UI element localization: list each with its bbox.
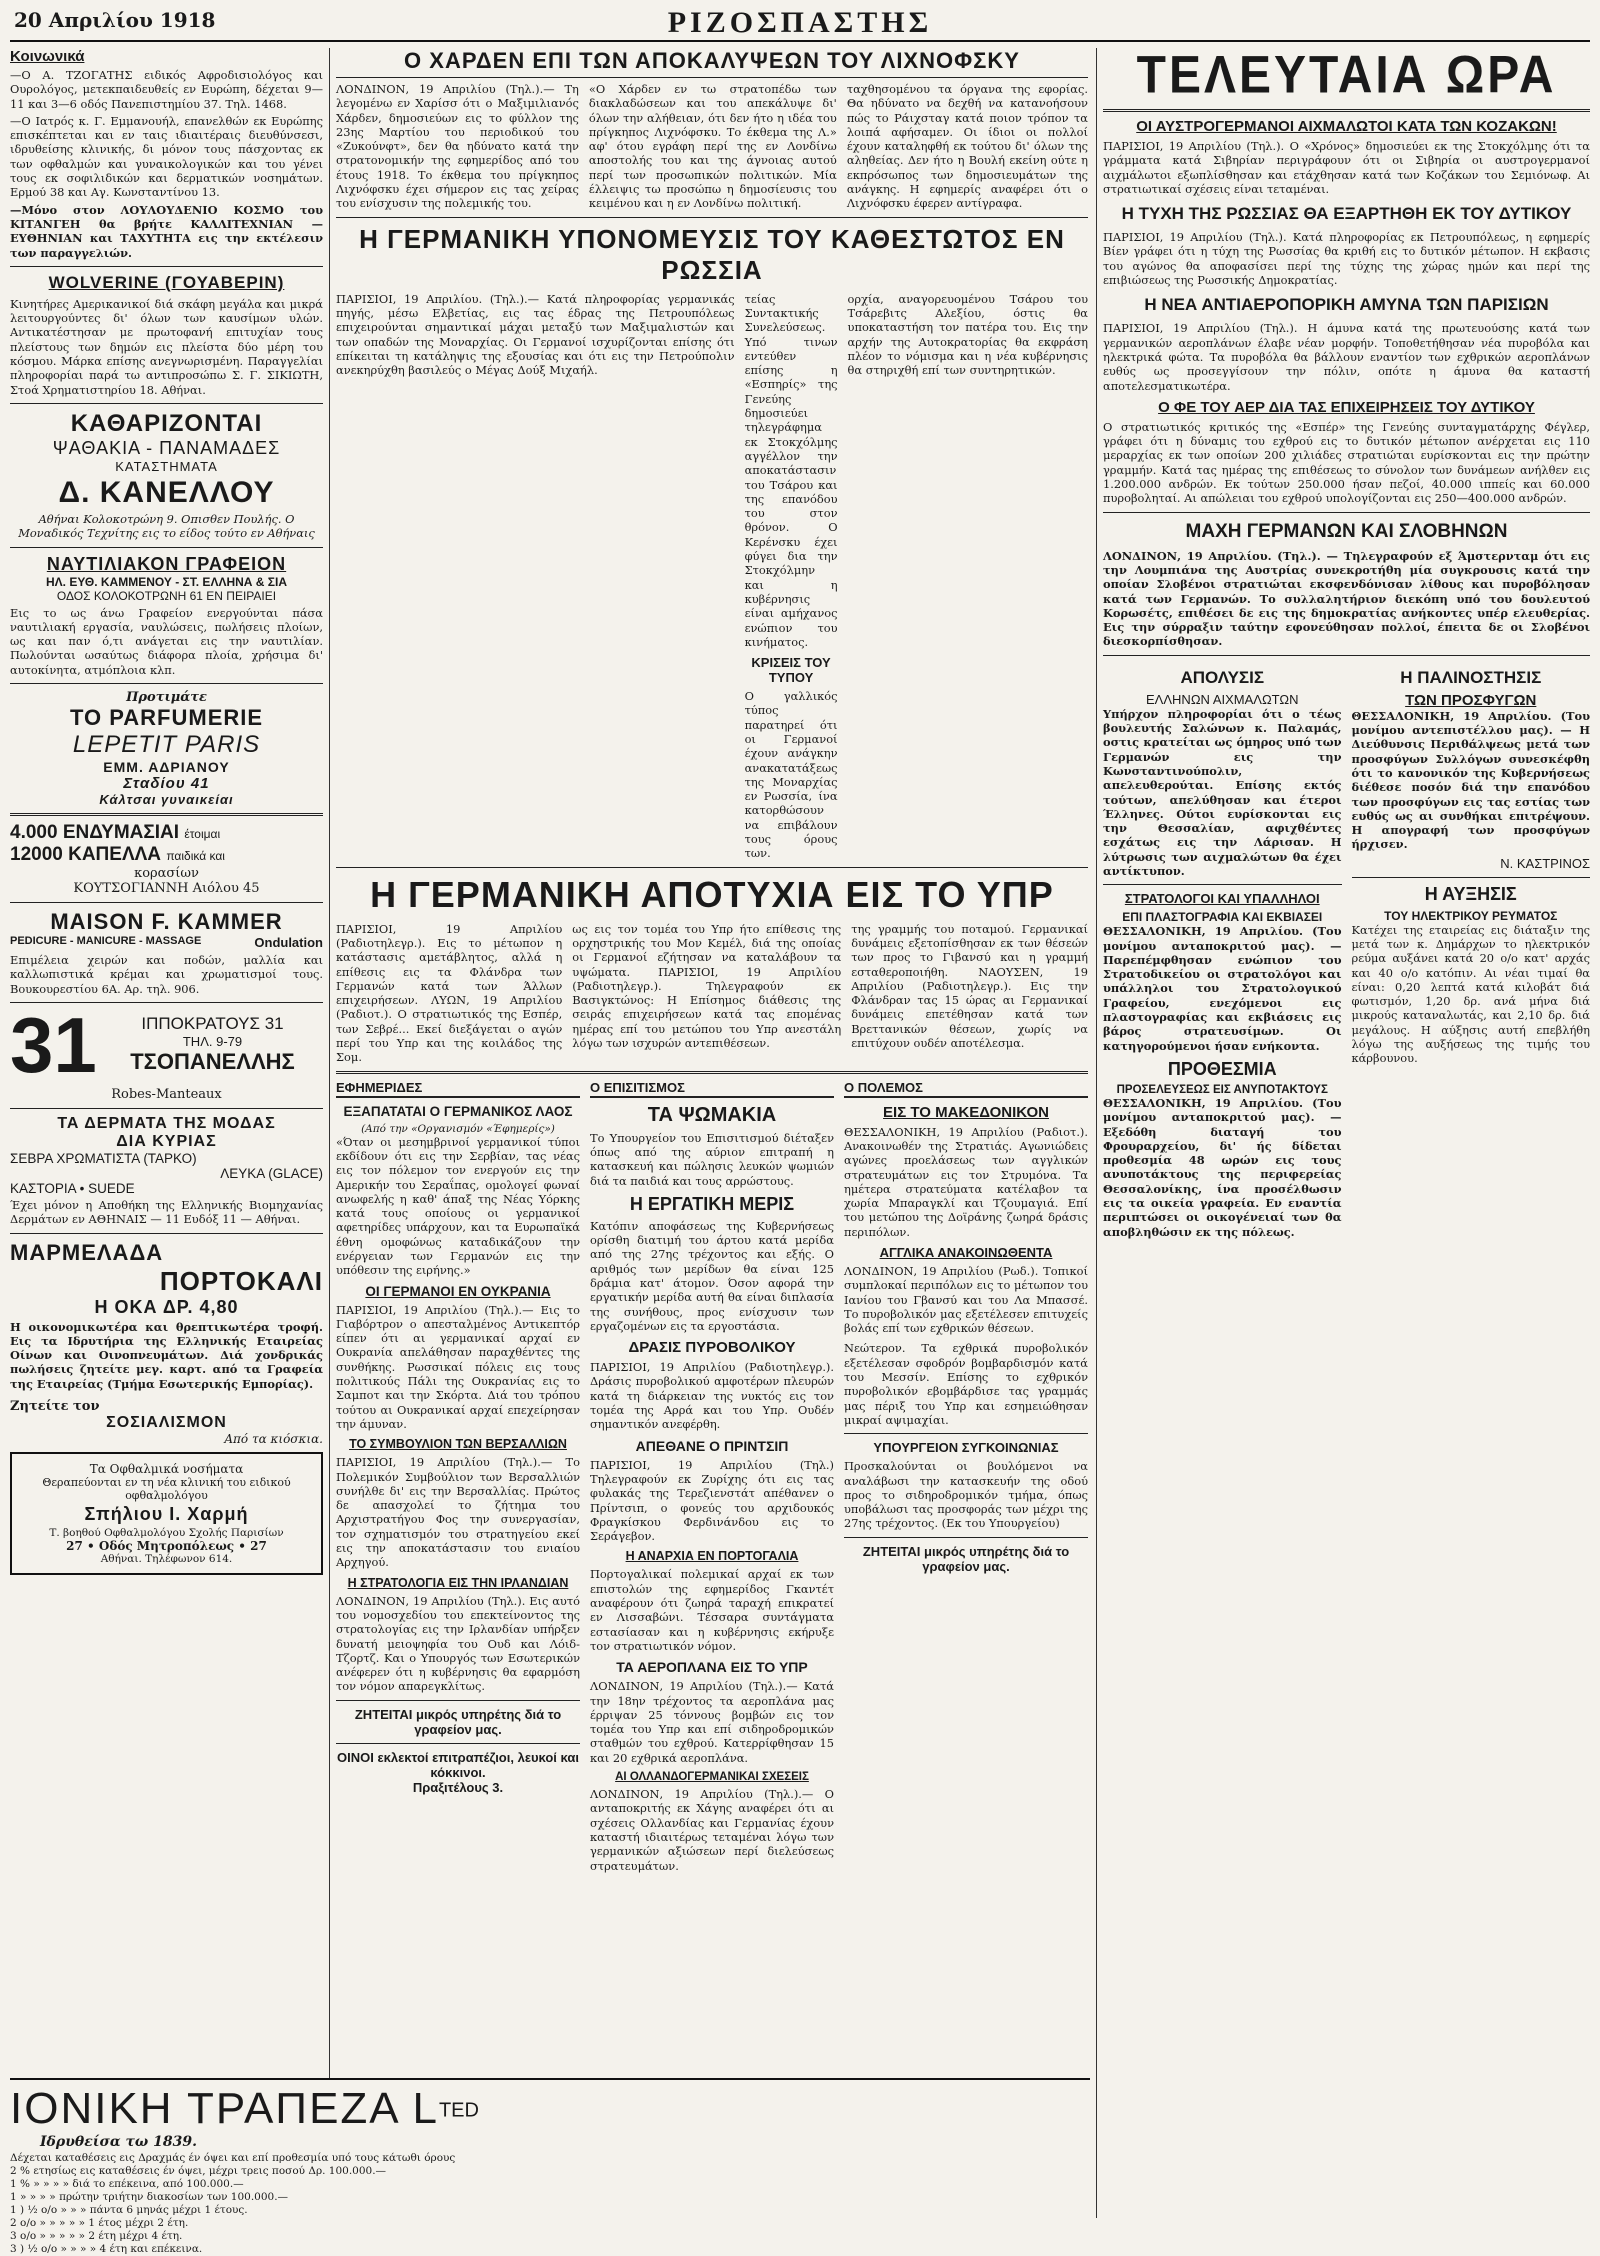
- leather-ad-text: Έχει μόνον η Αποθήκη της Ελληνικής Βιομηχανίας Δερμάτων εν ΑΘΗΝΑΙΣ — 11 Ευδόξ 11 — Αθήναι.: [10, 1197, 323, 1227]
- versailles-text: ΠΑΡΙΣΙΟΙ, 19 Απριλίου (Τηλ.).— Το Πολεμικόν Συμβούλιον των Βερσαλλιών συνήλθε δι' εις την Βερσαλλίας. Πρώτος δε απασχολεί το ζήτημα του Αρχιστρατήγου Φος την συνεργασίαν, τον σχηματισμόν του στρατηγείου εκεί εις την αποκατάστασιν του ενιαίου Αρχηγού.: [336, 1455, 580, 1570]
- leather-white: ΛΕΥΚΑ (GLACE): [220, 1165, 323, 1181]
- orange-title: ΠΟΡΤΟΚΑΛΙ: [159, 1265, 323, 1296]
- marmalade-text: Η οικονομικωτέρα και θρεπτικωτέρα τροφή. Εις τα Ιδρυτήρια της Ελληνικής Εταιρείας Οίνων και Οινοπνευμάτων. Διά χονδρικάς πωλήσεις ζητείτε μεγ. καρτ. από τα Γραφεία της Εταιρείας (Τμήμα Εσωτερικής Εμπορίας).: [10, 1319, 323, 1391]
- oph-line2: Θεραπεύονται εν τη νέα κλινική του ειδικού οφθαλμολόγου: [42, 1475, 291, 1502]
- bank-title-row: [10, 2084, 1090, 2134]
- supply-column: [590, 1080, 834, 1873]
- russia-headline: Η ΓΕΡΜΑΝΙΚΗ ΥΠΟΝΟΜΕΥΣΙΣ ΤΟΥ ΚΑΘΕΣΤΩΤΟΣ ΕΝ ΡΩΣΣΙΑ: [359, 223, 1065, 285]
- english-reports-text: ΛΟΝΔΙΝΟΝ, 19 Απριλίου (Ρωδ.). Τοπικοί συμπλοκαί περιπόλων εις το μέτωπον του Ιανίου του Γβανσύ και του Λα Μπασσέ. Το πυροβολικόν μας εξετέλεσεν επιτυχείς βολάς επί των εχθρικών θέσεων.: [844, 1264, 1088, 1336]
- social-section-label: Κοινωνικά: [10, 48, 85, 65]
- bank-name: ΙΟΝΙΚΗ ΤΡΑΠΕΖΑ L: [10, 2084, 439, 2133]
- kammer-name: MAISON F. KAMMER: [50, 909, 283, 935]
- macedonia-text: ΘΕΣΣΑΛΟΝΙΚΗ, 19 Απριλίου (Ραδιοτ.). Ανακοινωθέν της Στρατιάς. Αγωνιώδεις αγώνες προελάσεως των αγγλικών στρατευμάτων εις τον Στρυμόνα. Τα ημέτερα στρατεύματα κατέλαβον τα χωρία Μπαραγκλί και Τζουμαγιά. Επί του μετώπου της Δοϊράνης ζωηρά δράσις περιπόλων.: [844, 1124, 1088, 1239]
- deadline-text: ΘΕΣΣΑΛΟΝΙΚΗ, 19 Απριλίου. (Του μονίμου ανταποκριτού μας). — Εξεδόθη διαταγή του Φρουραρχείου, δι' ής δίδεται προθεσμία 48 ωρών εις τους ανυποτάκτους της περιφερείας Θεσσαλονίκης, ίνα προσέλθωσιν εις τα οικεία γραφεία. Εν εναντία περιπτώσει οι οικογένειαί των θα αποβληθώσιν εκ της πόλεως.: [1103, 1095, 1342, 1239]
- bank-rate-line: Δέχεται καταθέσεις εις Δραχμάς έν όψει και επί προθεσμία υπό τους κάτωθι όρους: [10, 2152, 456, 2164]
- bank-rate-line: 2 % ετησίως εις καταθέσεις έν όψει, μέχρι τρεις ποσού Δρ. 100.000.—: [10, 2165, 387, 2177]
- masthead: [10, 6, 1590, 42]
- prisoners-text: ΠΑΡΙΣΙΟΙ, 19 Απριλίου (Τηλ.). Ο «Χρόνος» δημοσιεύει εκ της Στοκχόλμης ότι τα γράμματα κατά Σιβηρίαν περιγράφουν ότι οι Σιβηρία οι αυστρογερμανοί αιχμάλωτοι εξωπλίσθησαν και ετάχθησαν κατά των Κοζάκων του Σεμιόνωφ. Αι στρατιωτικαί σχέσεις είναι τεταμέναι.: [1103, 139, 1590, 196]
- wolverine-ad-title: WOLVERINE (ΓΟΥΑΒΕΡΙΝ): [48, 272, 285, 292]
- ypres-headline: Η ΓΕΡΜΑΝΙΚΗ ΑΠΟΤΥΧΙΑ ΕΙΣ ΤΟ ΥΠΡ: [370, 873, 1054, 915]
- oph-doctor: Σπήλιου Ι. Χαρμή: [84, 1503, 249, 1524]
- deceived-people-text: «Όταν οι μεσημβρινοί γερμανικοί τύποι εκδίδουν ότι εις την Σερβίαν, τας νέας εις τον πόλεμον τον ενεργούν εις την Αμερικήν του Σεραΐπας, ομολογεί φωναί ανωφελής η καθ' άπαξ της Νέας Υόρκης κατά τους οποίους οι γερμανικοί αφετηρίδες υπάρχουν, και τα Ευρωπαϊκά έθνη ομοφώνως καταδικάζουν την ενέργειαν των Γερμανών εις την υπόθεσιν της ειρήνης.»: [336, 1134, 580, 1278]
- slovenes-headline: ΜΑΧΗ ΓΕΡΜΑΝΩΝ ΚΑΙ ΣΛΟΒΗΝΩΝ: [1185, 520, 1508, 542]
- russia-col1: ΠΑΡΙΣΙΟΙ, 19 Απριλίου. (Τηλ.).— Κατά πληροφορίας γερμανικάς πηγής, μέσω Ελβετίας, εις τας έδρας της Πετρουπόλεως επιχειρούνται σημαντικαί μάχαι μεταξύ των Μαξιμαλιστών και των οπαδών της Μοναρχίας. Οι Γερμανοί ισχυρίζονται επίσης ότι επίκειται τη κατάληψις της εξουσίας και ότι εις την Πετρούπολιν ανεκηρύχθη βασιλεύς ο Μέγας Δούξ Μιχαήλ.: [336, 291, 735, 378]
- recruiters-headline: ΣΤΡΑΤΟΛΟΓΟΙ ΚΑΙ ΥΠΑΛΛΗΛΟΙ: [1124, 891, 1320, 907]
- notice-doctor-emmanouil: —Ο Ιατρός κ. Γ. Εμμανουήλ, επανελθών εκ Ευρώπης επισκέπτεται και εν ταις ιδιαιτέραις διευθύνσεσι, ιδρυθείσης κλινικής, δι μόνον τους πάσχοντας εκ των οφθαλμών και γυναικολογικών και του γένει τους εκ σοφιλιδικών και δερματικών νοσημάτων. Ερμού 38 και Αγ. Κωνσταντίνου 13.: [10, 113, 323, 200]
- ypres-col3: της γραμμής του ποταμού. Γερμανικαί δυνάμεις εξετοπίσθησαν εκ των θέσεών των προς το Γιβανσύ και η γραμμή εσταθεροποιήθη. ΝΑΟΥΣΕΝ, 19 Απριλίου (Ραδιοτηλεγρ.). Εις την Φλάνδραν τας 15 ώρας αι Γερμανικαί δυνάμεις επετέθησαν κατά των Βρεττανικών θέσεων, χωρίς να επιτύχουν ουδέν αποτέλεσμα.: [851, 921, 1088, 1051]
- tsopanellis-number: 31: [10, 1000, 97, 1089]
- latest-report-text: Νεώτερον. Τα εχθρικά πυροβολικόν εξετέλεσαν σφοδρόν βομβαρδισμόν κατά του Μεσσίν. Επίσης το εχθρικόν πυροβολικόν εβομβάρδισε τας γραμμάς μας πέριξ του Υπρ και εσημειώθησαν μικραί αψιμαχίαι.: [844, 1341, 1088, 1427]
- kammer-ondulation: Ondulation: [254, 935, 323, 951]
- right-two-col-section: [1103, 662, 1590, 1239]
- portugal-text: Πορτογαλικαί πολεμικαί αρχαί εκ των επιστολών της εφημερίδος Γκαντέτ αναφέρουν ότι ζωηρά ταραχή επικρατεί εν Λισσαβώνι. Τέσσαρα συντάγματα εστασίασαν και η κυβέρνησις εκήρυξε τον στρατιωτικόν νόμον.: [590, 1567, 834, 1653]
- right-subcol-left: [1103, 662, 1342, 1239]
- right-column: [1096, 48, 1590, 2218]
- perfumery-line1: ΤΟ PARFUMERIE: [69, 705, 264, 731]
- clothing-ad-count1: 4.000 ΕΝΔΥΜΑΣΙΑΙ: [10, 822, 180, 844]
- bank-rate-line: 3 ο/ο » » » » » 2 έτη μέχρι 4 έτη.: [10, 2230, 183, 2242]
- ypres-col1: ΠΑΡΙΣΙΟΙ, 19 Απριλίου (Ραδιοτηλεγρ.). Εις το μέτωπον η κατάστασις αμετάβλητος, αλλά η επίθεσις εις τα Φλάνδρα των Γερμανών κατά των Άλλων επιχειρήσεων. ΛΥΩΝ, 19 Απριλίου (Ραδιοτ.). Ο στρατιωτικός της Εσπέρ, των Σεβρέ... Εκεί διεξάγεται ο αγών περί του Υπρ και της κοιλάδος της Σομ.: [336, 921, 563, 1065]
- war-column: [844, 1080, 1088, 1873]
- supply-label: Ο ΕΠΙΣΙΤΙΣΜΟΣ: [590, 1080, 834, 1098]
- clothing-ad-count2: 12000 ΚΑΠΕΛΛΑ: [10, 844, 162, 866]
- oph-line1: Τα Οφθαλμικά νοσήματα: [89, 1461, 244, 1476]
- russia-fate-text: ΠΑΡΙΣΙΟΙ, 19 Απριλίου (Τηλ.). Κατά πληροφορίας εκ Πετρουπόλεως, η εφημερίς Βίεν γράφει ότι η τύχη της Ρωσσίας θα κριθή εις το δυτικόν μέτωπον. Η εκβασις του αγώνος θα αποφασίσει περί της τύχης της χώρας ημών και περί της επιβιώσεως της Ρωσσικής Δημοκρατίας.: [1103, 230, 1590, 288]
- newspapers-column: [336, 1080, 580, 1873]
- oph-title: Τ. βοηθού Οφθαλμολόγου Σχολής Παρισίων: [49, 1526, 284, 1539]
- bread-heading: ΤΑ ΨΩΜΑΚΙΑ: [647, 1103, 777, 1126]
- perfumery-owner: ΕΜΜ. ΑΔΡΙΑΝΟΥ: [103, 759, 230, 776]
- issue-date: 20 Απριλίου 1918: [14, 8, 216, 32]
- shipping-office-title: ΝΑΥΤΙΛΙΑΚΟΝ ΓΡΑΦΕΙΟΝ: [46, 553, 287, 574]
- bank-name-suffix: TED: [438, 2099, 479, 2122]
- cleaning-ad-subtitle: ΨΑΘΑΚΙΑ - ΠΑΝΑΜΑΔΕΣ: [52, 437, 281, 458]
- ionian-bank-ad: [10, 2078, 1090, 2256]
- bank-rate-line: 1 % » » » » διά το επέκεινα, από 100.000.—: [10, 2178, 244, 2190]
- bank-rate-line: 3 ) ½ ο/ο » » » » 4 έτη και επέκεινα.: [10, 2243, 203, 2255]
- airplanes-heading: ΤΑ ΑΕΡΟΠΛΑΝΑ ΕΙΣ ΤΟ ΥΠΡ: [616, 1659, 808, 1676]
- ministry-text: Προσκαλούνται οι βουλόμενοι να αναλάβωσι την κατασκευήν της οδού προς το σιδηροδρομικόν τμήμα, όπως υποβάλωσι τας προσφοράς των μέχρι της 27ης τρέχοντος. (Εκ του Υπουργείου): [844, 1459, 1088, 1531]
- perfumery-address: Σταδίου 41: [123, 775, 210, 793]
- clothing-ad-store: ΚΟΥΤΣΟΓΙΑΝΝΗ Αιόλου 45: [73, 881, 260, 897]
- kanellou-address: Αθήναι Κολοκοτρώνη 9. Οπισθεν Πουλής. Ο Μοναδικός Τεχνίτης εις το είδος τούτο εν Αθήναις: [18, 511, 315, 541]
- ypres-col2: ως εις τον τομέα του Υπρ ήτο επίθεσις της ορχηστρικής του Μον Κεμέλ, διά της οποίας οι Γερμανοί εζήτησαν να καταλάβουν τα υψώματα. ΠΑΡΙΣΙΟΙ, 19 Απριλίου (Ραδιοτηλεγρ.). Τηλεγραφούν εκ Βασιγκτώνος: Η Επίσημος διάθεσις της σειράς επιχειρήσεων κατά τας επομένας ημέρας επί του μετώπου του Υπρ ανεστάλη λόγω των ισχυρών αντεπιθέσεων.: [572, 921, 842, 1051]
- ypres-article: [336, 922, 1088, 1065]
- deadline-headline: ΠΡΟΘΕΣΜΙΑ: [1167, 1058, 1277, 1079]
- socialism-title: ΣΟΣΙΑΛΙΣΜΟΝ: [106, 1413, 227, 1431]
- tsopanellis-phone: ΤΗΛ. 9-79: [182, 1034, 243, 1050]
- paris-defense-text: ΠΑΡΙΣΙΟΙ, 19 Απριλίου (Τηλ.). Η άμυνα κατά της πρωτευούσης κατά των γερμανικών αεροπλάνων έλαβε νέαν μορφήν. Τοποθετήθησαν νέα πυροβόλα και ηλεκτρικά φώτα. Τα πυροβόλα θα βάλλουν εναντίον των εχθρικών αεροπλάνων ευθύς ως προσεγγίσουν την πόλιν, οπότε η άμυνα θα καταστή αποτελεσματικωτέρα.: [1103, 321, 1590, 393]
- kammer-services: [10, 935, 323, 950]
- clothing-ad-line2: [10, 844, 323, 866]
- kammer-text: Επιμέλεια χειρών και ποδών, μαλλία και καλλωπιστικά κρέμαι και χρωματισμοί τους. Βουκουρεστίου 6Α. Αρ. τηλ. 906.: [10, 953, 323, 996]
- repatriation-signature: Ν. ΚΑΣΤΡΙΝΟΣ: [1500, 855, 1590, 871]
- harden-headline: Ο ΧΑΡΔΕΝ ΕΠΙ ΤΩΝ ΑΠΟΚΑΛΥΨΕΩΝ ΤΟΥ ΛΙΧΝΟΦΣΚΥ: [336, 48, 1088, 78]
- kanellou-name: Δ. ΚΑΝΕΛΛΟΥ: [58, 475, 275, 509]
- western-ops-text: Ο στρατιωτικός κριτικός της «Εσπέρ» της Γενεύης συνταγματάρχης Φέγλερ, γράφει ότι η δύναμις του εχθρού εις το δυτικόν μέτωπον ανέρχεται εις 110 μεραρχίας εκ των οποίων 200 χιλιάδες στρατιώται ευρίσκονται εις την πρώτην γραμμήν. Κατά τας ημέρας της επιθέσεως το σύνολον των δυνάμεων ανήλθεν εις 1.200.000 ανδρών. Εκ τούτων 250.000 ήσαν πεζοί, 40.000 ιππείς και 60.000 πυροβοληταί. Αι απώλειαι του εχθρού υπολογίζονται εις 250—400.000 ανδρών.: [1103, 419, 1590, 506]
- ophthalmology-ad: [10, 1452, 323, 1575]
- oph-address: 27 • Οδός Μητροπόλεως • 27: [66, 1538, 267, 1553]
- bank-rate-line: 1 » » » » πρώτην τριήτην διακοσίων των 100.000.—: [10, 2191, 289, 2203]
- deceived-people-source: (Από την «Οργανισμόν «Έφημερίς»): [361, 1122, 555, 1135]
- socialism-kiosk: Από τα κιόσκια.: [224, 1431, 323, 1446]
- princip-heading: ΑΠΕΘΑΝΕ Ο ΠΡΙΝΤΣΙΠ: [635, 1437, 789, 1454]
- cleaning-ad-title: ΚΑΘΑΡΙΖΟΝΤΑΙ: [70, 409, 263, 437]
- shipping-office-address: ΟΔΟΣ ΚΟΛΟΚΟΤΡΩΝΗ 61 ΕΝ ΠΕΙΡΑΙΕΙ: [56, 588, 277, 603]
- shipping-office-owners: ΗΛ. ΕΥΘ. ΚΑΜΜΕΝΟΥ - ΣΤ. ΕΛΛΗΝΑ & ΣΙΑ: [46, 574, 287, 589]
- bank-founded: Ιδρυθείσα τω 1839.: [40, 2134, 197, 2150]
- recruiters-subheadline: ΕΠΙ ΠΛΑΣΤΟΓΡΑΦΙΑ ΚΑΙ ΕΚΒΙΑΣΕΙ: [1122, 910, 1323, 925]
- notice-flower-shop: —Μόνο στον ΛΟΥΛΟΥΔΕΝΙΟ ΚΟΣΜΟ του ΚΙΤΑΝΓΕΗ θα βρήτε ΚΑΛΛΙΤΕΧΝΙΑΝ — ΕΥΘΗΝΙΑΝ και ΤΑΧΥΤΗΤΑ εις την εκτέλεσιν των παραγγελιών.: [10, 202, 323, 260]
- slovenes-text: ΛΟΝΔΙΝΟΝ, 19 Απριλίου. (Τηλ.). — Τηλεγραφούν εξ Άμστερνταμ ότι εις την Λουμπιάνα της Αυστρίας συνεκροτήθη μία συγκρουσις κατά την οποίαν Σλοβένοι στρατιώται εκσφενδόνισαν λίθους και πυροβόλησαν κατά των Γερμανών. Το συλλαλητήριον διεκόπη υπό του δουλευτού Κορωσέτς, επιθέσει δε εις της δημοκρατίας ανήκοντες υπέρ ελευθερίας. Εις την σύρραξιν ταύτην εφονεύθησαν πολλοί, έπειτα δε οι Σλοβένοι διεσκορπίσθησαν.: [1103, 548, 1590, 649]
- prefer-label: Προτιμάτε: [126, 690, 207, 706]
- airplanes-text: ΛΟΝΔΙΝΟΝ, 19 Απριλίου (Τηλ.).— Κατά την 18ην τρέχοντος τα αεροπλάνα μας έρριψαν 25 τόννους βομβών εις τον τομέα του Υπρ και επί σιδηροδρομικών σταθμών του εχθρού. Κατερρίφθησαν 15 και 20 εχθρικά αεροπλάνα.: [590, 1679, 834, 1765]
- deadline-subheadline: ΠΡΟΣΕΛΕΥΣΕΩΣ ΕΙΣ ΑΝΥΠΟΤΑΚΤΟΥΣ: [1116, 1083, 1328, 1096]
- leather-sevra: ΣΕΒΡΑ ΧΡΩΜΑΤΙΣΤΑ (ΤΑΡΚΟ): [10, 1150, 197, 1166]
- bank-rate-line: 1 ) ½ ο/ο » » » πάντα 6 μηνάς μέχρι 1 έτους.: [10, 2204, 248, 2216]
- shipping-office-text: Εις το ως άνω Γραφείον ενεργούνται πάσα ναυτιλιακή εργασία, ναυλώσεις, πωλήσεις πλοίων, ως και παν ό,τι ανάγεται εις την ναυτιλίαν. Πωλούνται ωσαύτως διάφορα πλοία, χρήσιμα δι' αυτοκίνητα, ατμόπλοια κλπ.: [10, 605, 323, 677]
- prisoners-headline: ΟΙ ΑΥΣΤΡΟΓΕΡΜΑΝΟΙ ΑΙΧΜΑΛΩΤΟΙ ΚΑΤΑ ΤΩΝ ΚΟΖΑΚΩΝ!: [1136, 118, 1557, 135]
- ireland-text: ΛΟΝΔΙΝΟΝ, 19 Απριλίου (Τηλ.). Εις αυτό του νομοσχεδίου του επεκτείνοντος της στρατολογίας εις την Ιρλανδίαν υπήρξεν δυνατή μειοψηφία του Ουδ και Λόιδ-Τζορτζ. Και ο Υπουργός των Εσωτερικών ανέφερεν ότι η κυβέρνησις θα εφαρμόση τον νόμον απαρεγκλίτως.: [336, 1593, 580, 1694]
- robes-manteaux: Robes-Manteaux: [111, 1086, 222, 1102]
- russia-col2: τείας Συντακτικής Συνελεύσεως. Υπό τινων εντεύθεν επίσης η «Εσπηρίς» της Γενεύης δημοσιεύει τηλεγράφημα εκ Στοκχόλμης αγγέλλον την αποκατάστασιν του Τσάρου και της επανόδου του στον θρόνον. Ο Κερένσκυ έχει φύγει δια την Στοκχόλμην και η κυβέρνησις είναι αμήχανος ενώπιον του κινήματος.: [744, 291, 838, 649]
- newspapers-label: ΕΦΗΜΕΡΙΔΕΣ: [336, 1080, 580, 1098]
- servant-wanted: ΖΗΤΕΙΤΑΙ μικρός υπηρέτης διά το γραφείον μας.: [354, 1706, 562, 1737]
- tsopanellis-ad: [10, 1000, 323, 1089]
- middle-column: [336, 48, 1088, 2218]
- perfumery-product: Κάλτσαι γυναικείαι: [99, 792, 234, 808]
- artillery-heading: ΔΡΑΣΙΣ ΠΥΡΟΒΟΛΙΚΟΥ: [628, 1339, 796, 1357]
- english-reports-heading: ΑΓΓΛΙΚΑ ΑΝΑΚΟΙΝΩΘΕΝΤΑ: [879, 1245, 1053, 1260]
- wines-ad: ΟΙΝΟΙ εκλεκτοί επιτραπέζιοι, λευκοί και κόκκινοι.: [337, 1749, 579, 1780]
- ministry-heading: ΥΠΟΥΡΓΕΙΟΝ ΣΥΓΚΟΙΝΩΝΙΑΣ: [873, 1440, 1059, 1456]
- harden-col3: ταχθησομένου τα όργανα της εφορίας. Θα ηδύνατο να δεχθή να κατανοήσουν πώς το Ράιχσταγ κατά ποιον τρόπον τα λοιπά αφήσαμεν. Οι ίδιοι οι πολλοί έχουν καταληφθή εκ τούτου δι' όλων της αληθείας. Δεν ήτο η Βουλή εκείνη ούτε η εκπρόσωπος των δημοσιευμάτων της ανάγκης. Η εφημερίς αναφέρει ότι ο Λιχνόφσκυ έφερεν αντίγραφα.: [846, 82, 1088, 211]
- recruiters-text: ΘΕΣΣΑΛΟΝΙΚΗ, 19 Απριλίου. (Του μονίμου ανταποκριτού μας). — Παρεπέμφθησαν ενώπιον του Στρατοδικείου οι στρατολόγοι και υπάλληλοι του Στρατολογικού Γραφείου, ενεχόμενοι εις πλαστογραφίας και εκβιάσεις εις βάρος στρατευσίμων. Οι κατηγορούμενοι ήσαν ενήκοντα.: [1103, 924, 1342, 1053]
- dutch-german-heading: ΑΙ ΟΛΛΑΝΔΟΓΕΡΜΑΝΙΚΑΙ ΣΧΕΣΕΙΣ: [615, 1771, 809, 1784]
- servant-wanted-2: ΖΗΤΕΙΤΑΙ μικρός υπηρέτης διά το γραφείον μας.: [862, 1543, 1070, 1574]
- artillery-text: ΠΑΡΙΣΙΟΙ, 19 Απριλίου (Ραδιοτηλεγρ.). Δράσις πυροβολικού αμφοτέρων πλευρών κατά τη διάρκειαν της νυκτός εις τον τομέα της Αρρά και του Υπρ. Ουδέν σημαντικόν ανεφέρθη.: [590, 1360, 834, 1432]
- repatriation-headline: Η ΠΑΛΙΝΟΣΤΗΣΙΣ: [1400, 667, 1542, 687]
- socialism-ad: [10, 1395, 323, 1446]
- workers-ration-heading: Η ΕΡΓΑΤΙΚΗ ΜΕΡΙΣ: [629, 1193, 795, 1214]
- release-subheadline: ΕΛΛΗΝΩΝ ΑΙΧΜΑΛΩΤΩΝ: [1146, 691, 1299, 707]
- clothing-ad-kids: παιδικά και: [166, 849, 225, 864]
- tsopanellis-street: ΙΠΠΟΚΡΑΤΟΥΣ 31: [141, 1014, 284, 1034]
- release-headline: ΑΠΟΛΥΣΙΣ: [1180, 667, 1265, 687]
- clothing-ad-line1: [10, 822, 323, 844]
- russia-col3: ορχία, αναγορευομένου Τσάρου του Τσάρεβιτς Αλεξίου, όστις θα υποκαταστήση τον πατέρα του. Εις την αρχήν της Αυτοκρατορίας θα εκφράση πλέον το νόμισμα και η νέα κυβέρνησις θα στηριχθή επί των συντηρητικών.: [847, 291, 1088, 378]
- newspaper-title: ΡΙΖΟΣΠΑΣΤΗΣ: [667, 6, 933, 39]
- harden-article: [336, 82, 1088, 211]
- russia-fate-headline: Η ΤΥΧΗ ΤΗΣ ΡΩΣΣΙΑΣ ΘΑ ΕΞΑΡΤΗΘΗ ΕΚ ΤΟΥ ΔΥΤΙΚΟΥ: [1121, 204, 1572, 224]
- perfumery-line2: LEPETIT PARIS: [72, 731, 261, 759]
- right-subcol-right: [1352, 662, 1591, 1239]
- leather-kastoria: ΚΑΣΤΟΡΙΑ • SUEDE: [10, 1180, 135, 1196]
- cleaning-ad-stores: ΚΑΤΑΣΤΗΜΑΤΑ: [115, 458, 218, 474]
- ukraine-heading: ΟΙ ΓΕΡΜΑΝΟΙ ΕΝ ΟΥΚΡΑΝΙΑ: [365, 1283, 551, 1299]
- repatriation-subheadline: ΤΩΝ ΠΡΟΣΦΥΓΩΝ: [1405, 691, 1537, 709]
- clothing-ad-girls: κορασίων: [134, 866, 199, 882]
- electricity-text: Κατέχει της εταιρείας εις διάταξιν της μετά των κ. Δημάρχων το ηλεκτρικόν ρεύμα αυξάνει κατά 20 ο/ο κατ' αρχάς και 40 ο/ο κατόπιν. Αι νέαι τιμαί θα είναι: 0,20 λεπτά κατά κιλοβάτ διά φωτισμόν, 1,20 δρ. ανά μήνα διά μικρούς καταναλωτάς, και 2,10 δρ. διά μεγάλους. Η αύξησις αυτή επεβλήθη λόγω της αυξήσεως της τιμής του κάρβουνου.: [1351, 922, 1590, 1066]
- paris-defense-headline: Η ΝΕΑ ΑΝΤΙΑΕΡΟΠΟΡΙΚΗ ΑΜΥΝΑ ΤΩΝ ΠΑΡΙΣΙΩΝ: [1144, 295, 1549, 315]
- electricity-subheadline: ΤΟΥ ΗΛΕΚΤΡΙΚΟΥ ΡΕΥΜΑΤΟΣ: [1384, 908, 1558, 923]
- marmalade-title: ΜΑΡΜΕΛΑΔΑ: [10, 1239, 164, 1265]
- clothing-ad-ready: έτοιμαι: [184, 827, 221, 842]
- versailles-heading: ΤΟ ΣΥΜΒΟΥΛΙΟΝ ΤΩΝ ΒΕΡΣΑΛΛΙΩΝ: [349, 1437, 567, 1452]
- workers-ration-text: Κατόπιν αποφάσεως της Κυβερνήσεως ορίσθη διατιμή του άρτου κατά μερίδα από της 27ης τρέχοντος και εξής. Ο αριθμός των μερίδων θα είναι 125 δράμια κατ' άτομον. Όσον αφορά την εργατικήν μερίδα αυτή θα είναι διπλασία της συνήθους, προς ενίσχυσιν των εργαζομένων εις τα εργοστάσια.: [590, 1218, 834, 1333]
- portugal-heading: Η ΑΝΑΡΧΙΑ ΕΝ ΠΟΡΤΟΓΑΛΙΑ: [625, 1549, 799, 1564]
- left-column: [10, 48, 330, 2218]
- bank-rates: [10, 2152, 1090, 2256]
- harden-col1: ΛΟΝΔΙΝΟΝ, 19 Απριλίου (Τηλ.).— Τη λεγομένω εν Χαρίσσ ότι ο Μαξιμιλιανός Χάρδεν, δημοσιεύων εις το φύλλον της 23ης Μαρτίου του περιοδικού του «Ζυκούνφτ», δεν θα ηδύνατο κατά την στρατονομικήν της εφημερίδος από του έτους 1918. Το έκθεμα του πρίγκηπος Λιχνόφσκυ έχει σήμερον εις τας χείρας του ενίσχυσιν της πολεμικής του.: [336, 82, 579, 211]
- last-hour-banner: ΤΕΛΕΥΤΑΙΑ ΩΡΑ: [1136, 46, 1557, 105]
- russia-article: [336, 292, 1088, 861]
- oph-phone: Αθήναι. Τηλέφωνον 614.: [100, 1552, 233, 1565]
- press-reviews-heading: ΚΡΙΣΕΙΣ ΤΟΥ ΤΥΠΟΥ: [751, 655, 831, 686]
- repatriation-text: ΘΕΣΣΑΛΟΝΙΚΗ, 19 Απριλίου. (Του μονίμου αντεπιστέλλου μας). — Η Διεύθυνσις Περιθάλψεως μετά των προσφύγων Συλλόγων συνεσκέφθη ότι το κανονικόν της Κυβερνήσεως διέθεσε ποσόν διά την επανόδου των προσφύγων εις τας εστίας των ευθύς ως αι συνθήκαι επιτρέψουν. Η απογραφή των προσφύγων ήρχισεν.: [1351, 708, 1590, 852]
- wines-address: Πραξιτέλους 3.: [412, 1779, 504, 1795]
- bread-text: Το Υπουργείον του Επισιτισμού διέταξεν όπως από της αύριον επιτραπή η κατασκευή και πώλησις λευκών ψωμιών διά τα παιδιά και τους αρρώστους.: [590, 1130, 834, 1188]
- tsopanellis-name: ΤΣΟΠΑΝΕΛΛΗΣ: [130, 1049, 295, 1075]
- notice-doctor-tzogatis: —Ο Α. ΤΖΟΓΑΤΗΣ ειδικός Αφροδισιολόγος και Ουρολόγος, μετεκπαιδευθείς εν Ευρώπη, δέχεται 9—11 και 3—6 οδός Πανεπιστημίου 37. Τηλ. 1468.: [10, 68, 323, 111]
- dutch-german-text: ΛΟΝΔΙΝΟΝ, 19 Απριλίου (Τηλ.).— Ο ανταποκριτής εκ Χάγης αναφέρει ότι αι σχέσεις Ολλανδίας και Γερμανίας έχουν καταστή ιδιαιτέρως τεταμέναι λόγω των γερμανικών αξιώσεων περί διελεύσεως στρατευμάτων.: [590, 1787, 834, 1873]
- macedonia-heading: ΕΙΣ ΤΟ ΜΑΚΕΔΟΝΙΚΟΝ: [883, 1103, 1049, 1121]
- ukraine-text: ΠΑΡΙΣΙΟΙ, 19 Απριλίου (Τηλ.).— Εις το Γιαβόρτρον ο απεσταλμένος Αντικεπτόρ είπεν ότι αι γερμανικαί αρχαί εν Ουκρανία απελάθησαν παραχθέντες της συνθήκης. Ρωσσικαί πόλεις εις τους πολιτικούς Πάλι της Ουκρανίας εις το Σαμποτ και την Σκόρτα. Διά του τρόπου τούτου αι Ουκρανικαί αρχαί επεχείρησαν την άμυναν.: [336, 1302, 580, 1431]
- lower-middle-section: [336, 1080, 1088, 1873]
- wolverine-ad-text: Κινητήρες Αμερικανικοί διά σκάφη μεγάλα και μικρά λειτουργούντες δι' όλων των καυσίμων υλών. Αντικατέστησαν με πρωτοφανή επιτυχίαν τους πλείστους των δημών εις πλείστα δύο μέρη του κόσμου. Μάρκα επίσης ανεγνωρισμένη. Παραγγελίαι πληροφορίαι παρά τω αντιπροσώπω Σ. Γ. ΣΙΚΙΩΤΗ, Στοά Χρηματιστηρίου 18. Αθήναι.: [10, 296, 323, 397]
- deceived-people-heading: ΕΞΑΠΑΤΑΤΑΙ Ο ΓΕΡΜΑΝΙΚΟΣ ΛΑΟΣ: [343, 1103, 573, 1119]
- kammer-pedicure: PEDICURE - MANICURE - MASSAGE: [10, 935, 202, 948]
- western-ops-headline: Ο ΦΕ ΤΟΥ ΑΕΡ ΔΙΑ ΤΑΣ ΕΠΙΧΕΙΡΗΣΕΙΣ ΤΟΥ ΔΥΤΙΚΟΥ: [1158, 398, 1535, 416]
- electricity-headline: Η ΑΥΞΗΣΙΣ: [1424, 883, 1517, 904]
- press-reviews-text: Ο γαλλικός τύπος παρατηρεί ότι οι Γερμανοί έχουν ανάγκην ανακατατάξεως της Μοναρχίας εν Ρωσσία, ίνα κατορθώσουν να επιβάλουν τους όρους των.: [744, 689, 838, 861]
- princip-text: ΠΑΡΙΣΙΟΙ, 19 Απριλίου (Τηλ.) Τηλεγραφούν εκ Ζυρίχης ότι εις τας φυλακάς της Τερεζιενστάτ απέθανεν ο Πρίντσιπ, ο φονεύς του αρχιδουκός Φραγκίσκου Φερδινάνδου εις το Σεράγεβον.: [590, 1457, 834, 1544]
- ireland-heading: Η ΣΤΡΑΤΟΛΟΓΙΑ ΕΙΣ ΤΗΝ ΙΡΛΑΝΔΙΑΝ: [347, 1575, 569, 1590]
- leather-ad-title: ΤΑ ΔΕΡΜΑΤΑ ΤΗΣ ΜΟΔΑΣ: [57, 1114, 276, 1132]
- socialism-ask: Ζητείτε τον: [10, 1398, 100, 1414]
- marmalade-price: Η ΟΚΑ ΔΡ. 4,80: [94, 1296, 239, 1317]
- war-label: Ο ΠΟΛΕΜΟΣ: [844, 1080, 1088, 1098]
- release-text: Υπήρχον πληροφορίαι ότι ο τέως βουλευτής Σαλώνων κ. Παλαμάς, οστις κρατείται ως όμηρος υπό των Γερμανών εις την Κωνσταντινούπολιν, απελευθερούται. Επίσης εκτός τούτων, απελύθησαν και έτεροι Έλληνες. Ούτοι ευρίσκονται εις την Θεσσαλίαν, αφιχθέντες εσχάτως εις την Λάρισαν. Η λύτρωσις των αιχμαλώτων θα έχει αντίκτυπον.: [1103, 706, 1342, 878]
- bank-rate-line: 2 ο/ο » » » » » 1 έτος μέχρι 2 έτη.: [10, 2217, 189, 2229]
- leather-ad-subtitle: ΔΙΑ ΚΥΡΙΑΣ: [116, 1132, 217, 1150]
- harden-col2: «Ο Χάρδεν εν τω στρατοπέδω των διακλαδώσεων και του απεκάλυψε δι' όλων την αλήθειαν, ότι δεν ήτο η ιδέα του πρίγκηπος Λιχνόφσκυ. Το έκθεμα της Λ.» αφ' ότου εγράφη περί της εν Λονδίνω αποστολής του και της άγνοιας αυτού περί των προσωπικών πολιτικών. Μία έλλειψις τω προσώπω η δημοσίευσις του κειμένου και η εν Λονδίνω πολιτική.: [588, 82, 837, 211]
